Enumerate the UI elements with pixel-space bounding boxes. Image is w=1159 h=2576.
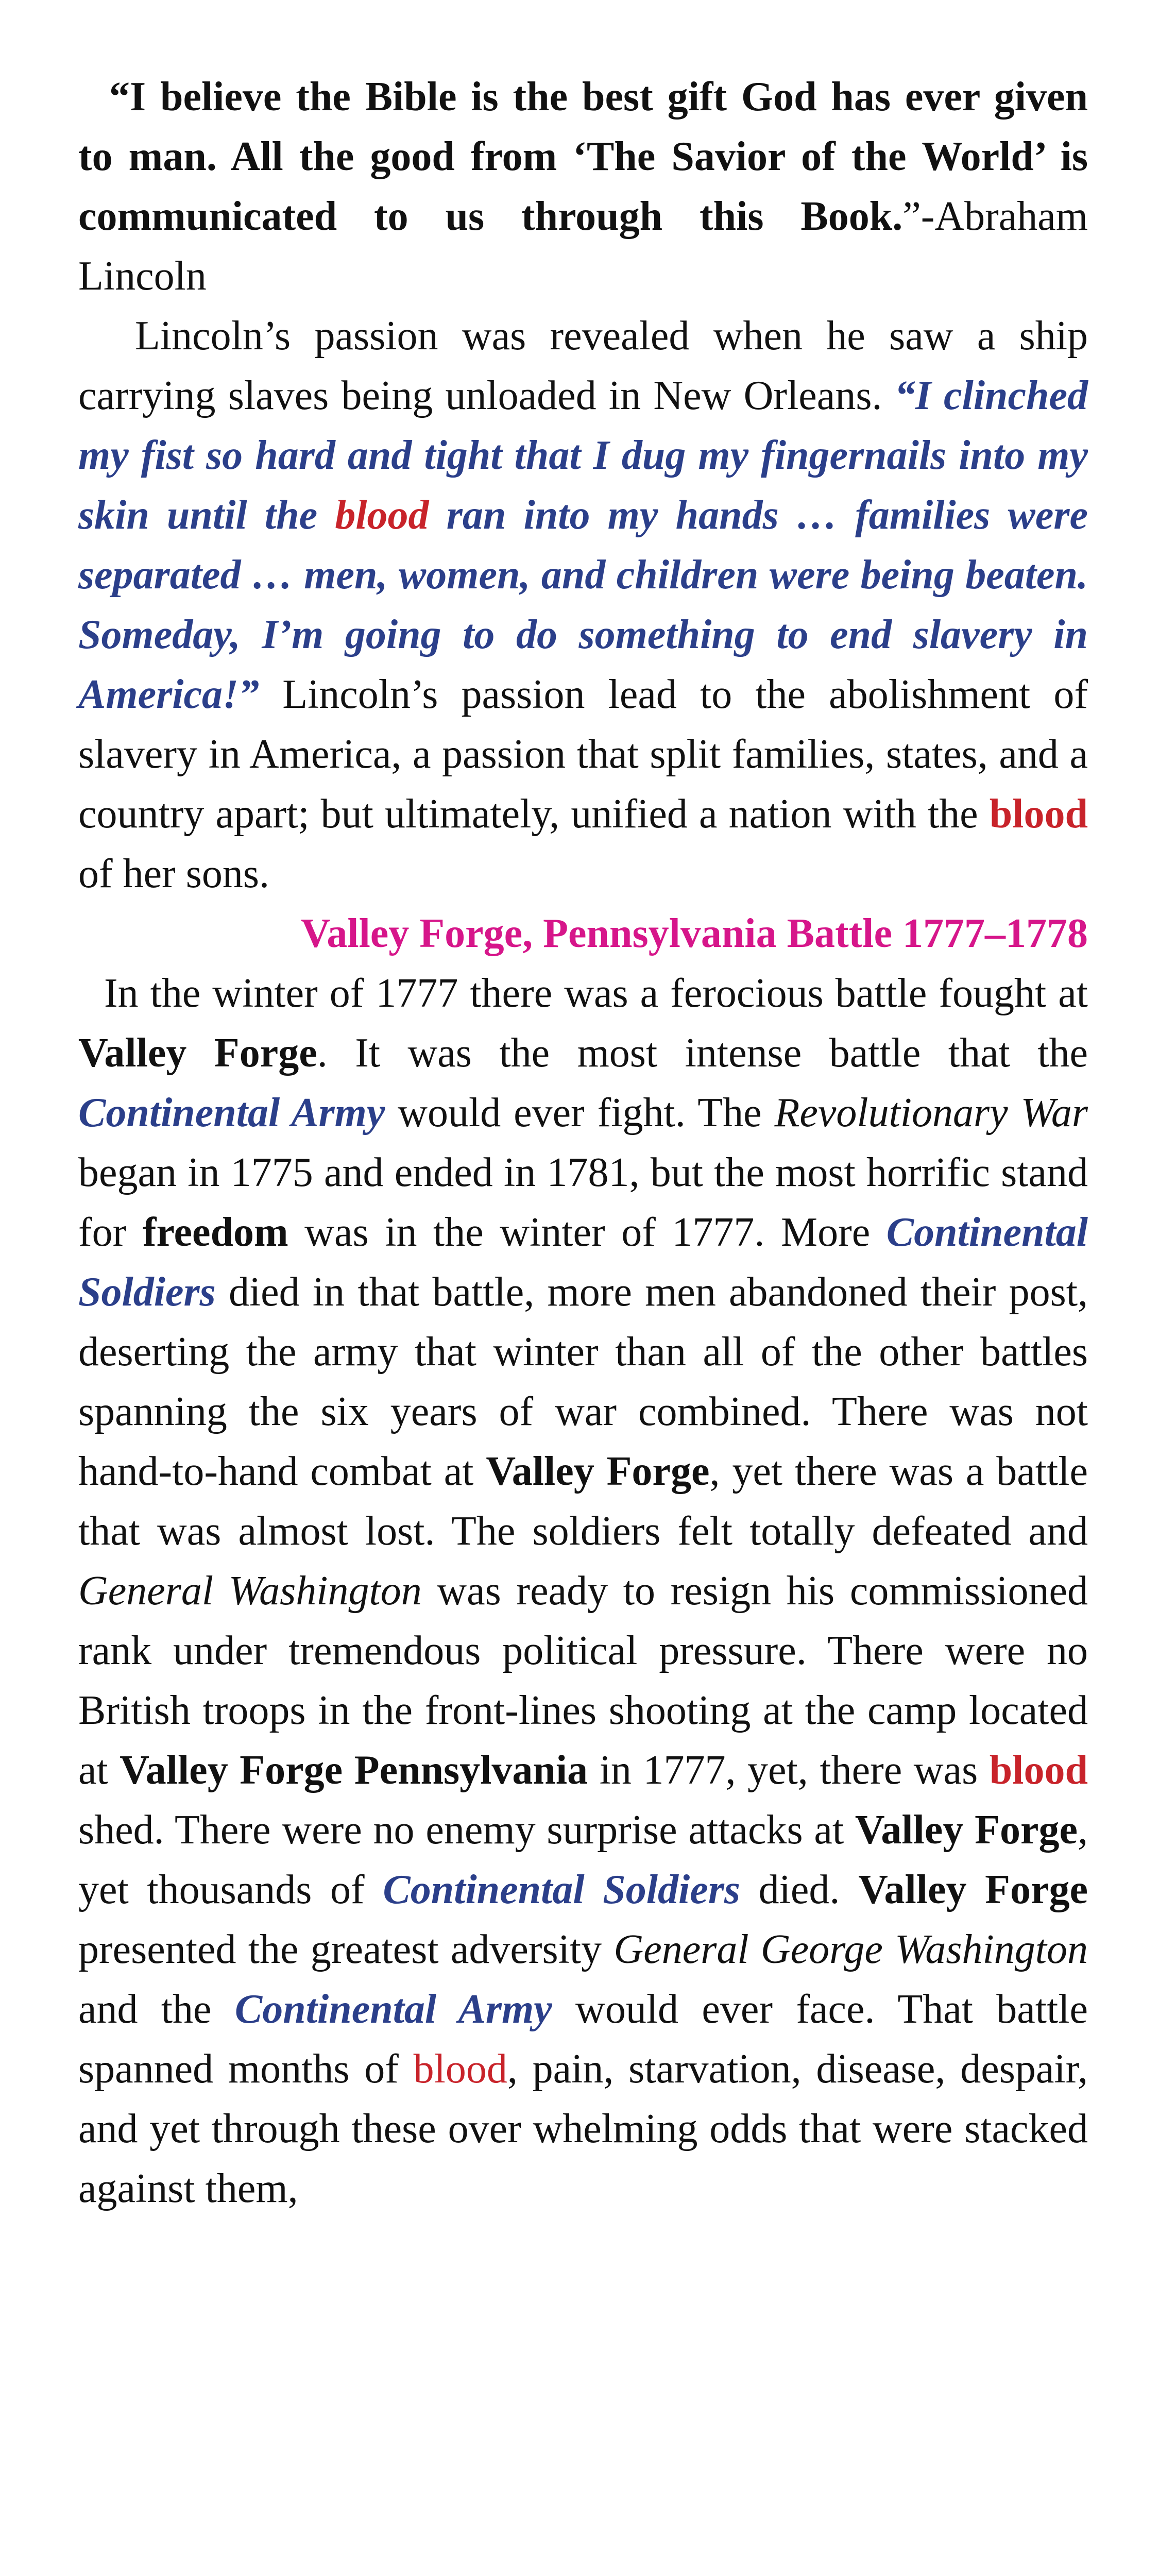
valley-forge-4: Valley Forge: [858, 1867, 1088, 1912]
lincoln-text-2: Lincoln’s passion lead to the abolishment of slavery in America, a passion that split families, states, and a country apart; but ultimately, unified a nation with the: [78, 672, 1088, 837]
valley-forge-pennsylvania: Valley Forge Pennsylvania: [120, 1748, 588, 1793]
continental-army-2: Continental Army: [234, 1987, 552, 2032]
lincoln-inner-quote-2: ran into my hands … families were separated … men, women, and children were being beaten. Someday, I’m going to do something to end slavery in America!”: [78, 493, 1088, 717]
vf-text-7: , yet there was a battle that was almost lost. The soldiers felt totally defeated and: [78, 1449, 1088, 1554]
vf-text-11: , yet thousands of: [78, 1807, 1088, 1912]
vf-text-3: would ever fight. The: [385, 1090, 775, 1136]
valley-forge-1: Valley Forge: [78, 1030, 317, 1076]
vf-text-12: died.: [740, 1867, 859, 1912]
general-george-washington: General George Washington: [613, 1927, 1088, 1972]
vf-text-9: in 1777, yet, there was: [588, 1748, 990, 1793]
valley-forge-3: Valley Forge: [855, 1807, 1078, 1853]
vf-text-16: , pain, starvation, disease, despair, and yet through these over whelming odds that were stacked against them,: [78, 2046, 1088, 2211]
vf-text-14: and the: [78, 1987, 235, 2032]
continental-soldiers-2: Continental Soldiers: [383, 1867, 741, 1912]
continental-soldiers-1: Continental Soldiers: [78, 1210, 1088, 1315]
vf-text-4: began in 1775 and ended in 1781, but the most horrific stand for: [78, 1150, 1088, 1255]
continental-army-1: Continental Army: [78, 1090, 385, 1136]
freedom: freedom: [142, 1210, 288, 1255]
vf-text-15: would ever face. That battle spanned months of: [78, 1987, 1088, 2092]
lincoln-inner-quote-1: “I clinched my fist so hard and tight that I dug my fingernails into my skin until the: [78, 373, 1088, 538]
blood-1: blood: [989, 1748, 1088, 1793]
section-heading: Valley Forge, Pennsylvania Battle 1777–1778: [300, 911, 1088, 956]
page-content: [78, 67, 1088, 2218]
lincoln-blood: blood: [989, 791, 1088, 837]
vf-text-2: . It was the most intense battle that the: [317, 1030, 1088, 1076]
quote-attribution: ”-Abraham Lincoln: [78, 194, 1088, 299]
valley-forge-paragraph: [78, 963, 1088, 2218]
general-washington-1: General Washington: [78, 1568, 422, 1614]
vf-text-1: In the winter of 1777 there was a ferocious battle fought at: [104, 971, 1088, 1016]
lincoln-quote-paragraph: [78, 67, 1088, 306]
valley-forge-2: Valley Forge: [486, 1449, 710, 1494]
lincoln-text-3: of her sons.: [78, 851, 270, 896]
lincoln-passion-paragraph: [78, 306, 1088, 904]
vf-text-5: was in the winter of 1777. More: [288, 1210, 887, 1255]
revolutionary-war: Revolutionary War: [774, 1090, 1088, 1136]
vf-text-6: died in that battle, more men abandoned their post, deserting the army that winter than all of the other battles spanning the six years of war combined. There was not hand-to-hand combat at: [78, 1269, 1088, 1494]
vf-text-10: shed. There were no enemy surprise attacks at: [78, 1807, 855, 1853]
blood-2: blood: [413, 2046, 507, 2092]
lincoln-text-1: Lincoln’s passion was revealed when he saw a ship carrying slaves being unloaded in New Orleans.: [78, 313, 1088, 418]
bible-quote: “I believe the Bible is the best gift God has ever given to man. All the good from ‘The Savior of the World’ is communicated to us through this Book.: [78, 74, 1088, 239]
lincoln-quote-blood: blood: [335, 493, 429, 538]
vf-text-8: was ready to resign his commissioned rank under tremendous political pressure. There were no British troops in the front-lines shooting at the camp located at: [78, 1568, 1088, 1793]
vf-text-13: presented the greatest adversity: [78, 1927, 614, 1972]
